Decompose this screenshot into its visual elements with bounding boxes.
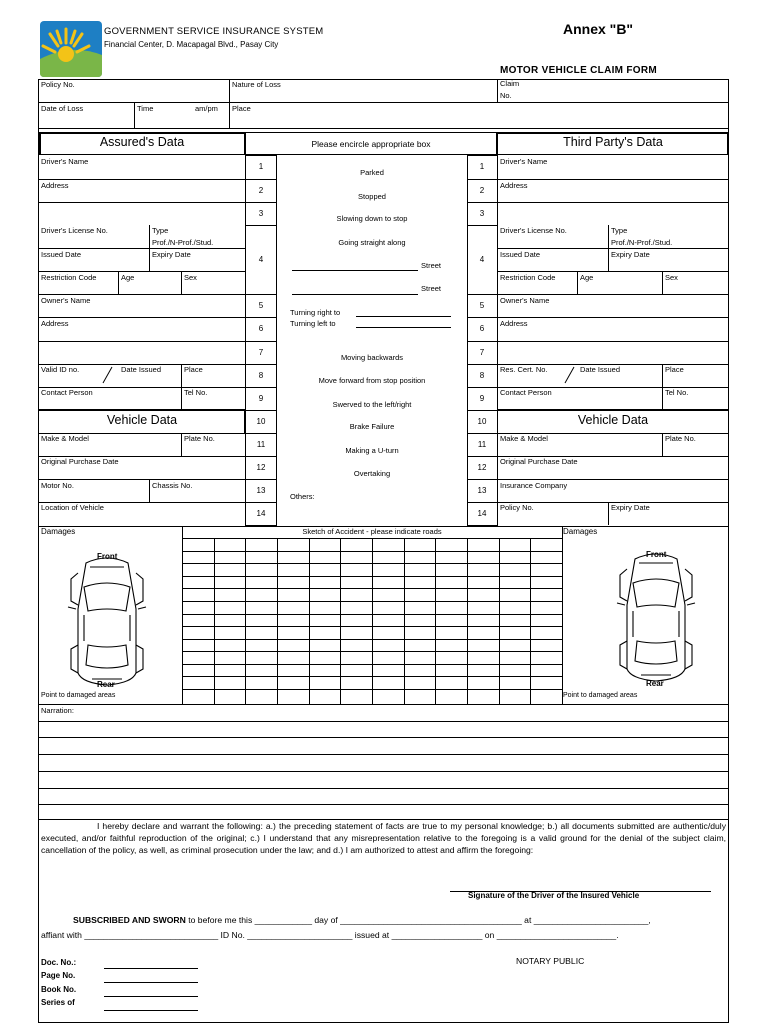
assured-type-options: Prof./N-Prof./Stud. [152,238,214,247]
sketch-grid-vline [372,538,373,704]
assured-drivers-name: Driver's Name [41,157,89,166]
number-right-4: 4 [479,254,485,264]
right-block-edge [497,155,498,526]
damages-left-label: Damages [41,527,76,536]
right-row-line [497,271,729,272]
number-right-5: 5 [479,300,485,310]
assured-place: Place [184,365,203,374]
third-drivers-name: Driver's Name [500,157,548,166]
number-right-8: 8 [479,370,485,380]
number-left-11: 11 [256,439,266,449]
sketch-grid-vline [340,538,341,704]
assured-license-no: Driver's License No. [41,226,108,235]
left-v-chassis [149,479,150,502]
number-left-6: 6 [258,324,264,333]
sworn-line-1 [73,915,651,926]
number-right-13: 13 [477,485,487,495]
assured-sex: Sex [184,273,197,282]
number-left-3: 3 [258,208,264,218]
number-right-12: 12 [477,462,487,472]
assured-title: Assured's Data [99,135,185,149]
sketch-grid-vline [435,538,436,704]
point-right: Point to damaged areas [563,692,638,699]
car-left-rear: Rear [97,680,115,689]
ampm-label: am/pm [195,104,218,113]
right-expiry-date: Expiry Date [611,503,650,512]
left-location: Location of Vehicle [41,503,104,512]
right-row-line [497,248,729,249]
third-sex: Sex [665,273,678,282]
car-diagram-right [611,545,701,687]
gsis-logo [40,21,102,77]
right-v-age [577,271,578,294]
page-no-label: Page No. [41,971,76,980]
third-age: Age [580,273,594,282]
left-v-type [149,225,150,271]
assured-age: Age [121,273,135,282]
annex-label: Annex "B" [563,21,634,37]
org-name: GOVERNMENT SERVICE INSURANCE SYSTEM [104,26,324,37]
number-right-7: 7 [479,347,485,357]
sketch-title: Sketch of Accident - please indicate roads [302,527,442,536]
option-overtaking: Overtaking [353,469,391,478]
book-no-label: Book No. [41,985,77,994]
sketch-grid-vline [277,538,278,704]
place-label: Place [232,104,251,113]
notary-public-label: NOTARY PUBLIC [516,956,585,966]
left-v-plate [181,433,182,456]
third-place: Place [665,365,684,374]
assured-expiry-date: Expiry Date [152,250,191,259]
assured-tel-no: Tel No. [184,388,208,397]
sketch-grid-vline [499,538,500,704]
sketch-grid-vline [214,538,215,704]
left-v-sex [181,271,182,294]
third-address: Address [500,181,528,190]
sketch-grid-vline [467,538,468,704]
option-others: Others: [290,492,315,501]
date-of-loss-label: Date of Loss [41,104,84,113]
left-orig-purchase: Original Purchase Date [41,457,119,466]
right-row-line [497,479,729,480]
option-turn-left: Turning left to [290,319,336,328]
third-owners-name: Owner's Name [500,296,550,305]
middle-title: Please encircle appropriate box [311,139,431,149]
number-left-4: 4 [258,254,264,264]
left-plate-no: Plate No. [184,434,215,443]
sketch-edge-left [182,526,183,704]
number-left-14: 14 [256,508,266,518]
number-left-5: 5 [258,300,264,310]
number-left-2: 2 [258,185,264,195]
third-type-options: Prof./N-Prof./Stud. [611,238,673,247]
assured-owners-name: Owner's Name [41,296,91,305]
assured-valid-id: Valid ID no. [41,365,80,374]
left-v-place [181,364,182,410]
sworn-affiant: affiant with ____________________________ ID No. ______________________ issued at ___________________ on _________________________. [41,930,619,940]
doc-no-label: Doc. No.: [41,958,77,967]
car-left-front: Front [97,552,118,561]
right-v-sex [662,271,663,294]
declaration-text: I hereby declare and warrant the following: a.) the preceding statement of facts are true to my personal knowledge; b.) all documents submitted are authentic/duly executed, and/or faithful reproduction of the original; c.) I understand that any misrepresentation relative to the foregoing is a valid ground for the denial of the subject claim, cancellation of the policy, as well, as criminal prosecution under the law; and d.) I am authorized to attest and affirm the foregoing: [41,821,726,856]
right-v-place [662,364,663,410]
slash-right [562,365,576,385]
org-address: Financial Center, D. Macapagal Blvd., Pasay City [104,40,279,49]
third-restriction-code: Restriction Code [500,273,556,282]
third-license-no: Driver's License No. [500,226,567,235]
number-right-2: 2 [479,185,485,195]
right-orig-purchase: Original Purchase Date [500,457,578,466]
option-parked: Parked [360,168,384,177]
narration-label: Narration: [41,706,74,715]
option-straight: Going straight along [338,238,406,247]
assured-date-issued: Date Issued [121,365,162,374]
third-expiry-date: Expiry Date [611,250,650,259]
number-right-1: 1 [479,162,485,171]
number-left-12: 12 [256,462,266,472]
left-vehicle-divider [38,409,245,411]
sworn-bold: SUBSCRIBED AND SWORN [73,915,186,925]
right-row-line [497,294,729,295]
left-row-line [38,294,245,295]
assured-contact-person: Contact Person [41,388,93,397]
number-right-10: 10 [477,416,487,426]
right-plate-no: Plate No. [665,434,696,443]
number-right-3: 3 [479,208,485,218]
sketch-grid-vline [530,538,531,704]
claim-no-label-2: No. [500,91,512,100]
number-right-11: 11 [477,439,487,449]
sketch-grid-vline [309,538,310,704]
policy-no-label: Policy No. [41,80,75,89]
left-row-line [38,202,245,203]
slash-left [100,365,114,385]
option-street-1: Street [421,261,442,270]
third-contact-person: Contact Person [500,388,552,397]
right-v-type [608,225,609,271]
assured-restriction-code: Restriction Code [41,273,97,282]
time-label: Time [137,104,154,113]
signature-label: Signature of the Driver of the Insured Vehicle [468,891,640,900]
nature-of-loss-label: Nature of Loss [232,80,281,89]
option-backwards: Moving backwards [340,353,404,362]
vehicle-data-right-title: Vehicle Data [577,413,649,427]
option-forward-stop: Move forward from stop position [318,376,426,385]
number-left-9: 9 [258,393,264,403]
third-title: Third Party's Data [563,135,663,149]
left-block-edge [245,155,246,526]
number-left-13: 13 [256,485,266,495]
number-right-9: 9 [479,393,485,403]
right-v-plate [662,433,663,456]
number-left-10: 10 [256,416,266,426]
left-row-line [38,179,245,180]
right-row-line [497,341,729,342]
series-of-label: Series of [41,998,75,1007]
option-uturn: Making a U-turn [345,446,399,455]
option-turn-right: Turning right to [290,308,341,317]
assured-address: Address [41,181,69,190]
number-left-7: 7 [258,347,264,357]
third-tel-no: Tel No. [665,388,689,397]
number-left-1: 1 [258,162,264,171]
option-slowing: Slowing down to stop [336,214,408,223]
sketch-grid-vline [404,538,405,704]
vehicle-data-left-title: Vehicle Data [106,413,178,427]
number-left-8: 8 [258,370,264,380]
left-row-line [38,479,245,480]
right-row-line [497,202,729,203]
option-street-2: Street [421,284,442,293]
right-v-expiry [608,502,609,525]
number-right-6: 6 [479,324,485,333]
third-issued-date: Issued Date [500,250,541,259]
right-vehicle-divider [497,409,729,411]
left-chassis-no: Chassis No. [152,481,193,490]
left-row-line [38,317,245,318]
number-right-14: 14 [477,508,487,518]
left-row-line [38,248,245,249]
sketch-edge-right [562,526,563,704]
left-row-line [38,271,245,272]
third-address-2: Address [500,319,528,328]
left-make-model: Make & Model [41,434,89,443]
car-diagram-left [62,549,152,691]
point-left: Point to damaged areas [41,692,116,699]
right-make-model: Make & Model [500,434,548,443]
left-motor-no: Motor No. [41,481,74,490]
assured-type: Type [152,226,169,235]
option-swerved: Swerved to the left/right [332,400,412,409]
car-right-rear: Rear [646,679,664,688]
car-right-front: Front [646,550,667,559]
right-row-line [497,317,729,318]
third-type: Type [611,226,628,235]
assured-issued-date: Issued Date [41,250,82,259]
damages-right-label: Damages [563,527,598,536]
third-date-issued: Date Issued [580,365,621,374]
left-v-age [118,271,119,294]
third-res-cert: Res. Cert. No. [500,365,548,374]
right-row-line [497,179,729,180]
sketch-grid-vline [245,538,246,704]
right-insurance-co: Insurance Company [500,481,568,490]
right-policy-no: Policy No. [500,503,534,512]
assured-address-2: Address [41,319,69,328]
option-brake: Brake Failure [349,422,395,431]
form-title: MOTOR VEHICLE CLAIM FORM [500,65,658,76]
claim-no-label: Claim [500,79,520,88]
sworn-to-before: to before me this ____________ day of ______________________________________ at ________________________, [188,915,651,925]
option-stopped: Stopped [358,192,386,201]
left-row-line [38,341,245,342]
